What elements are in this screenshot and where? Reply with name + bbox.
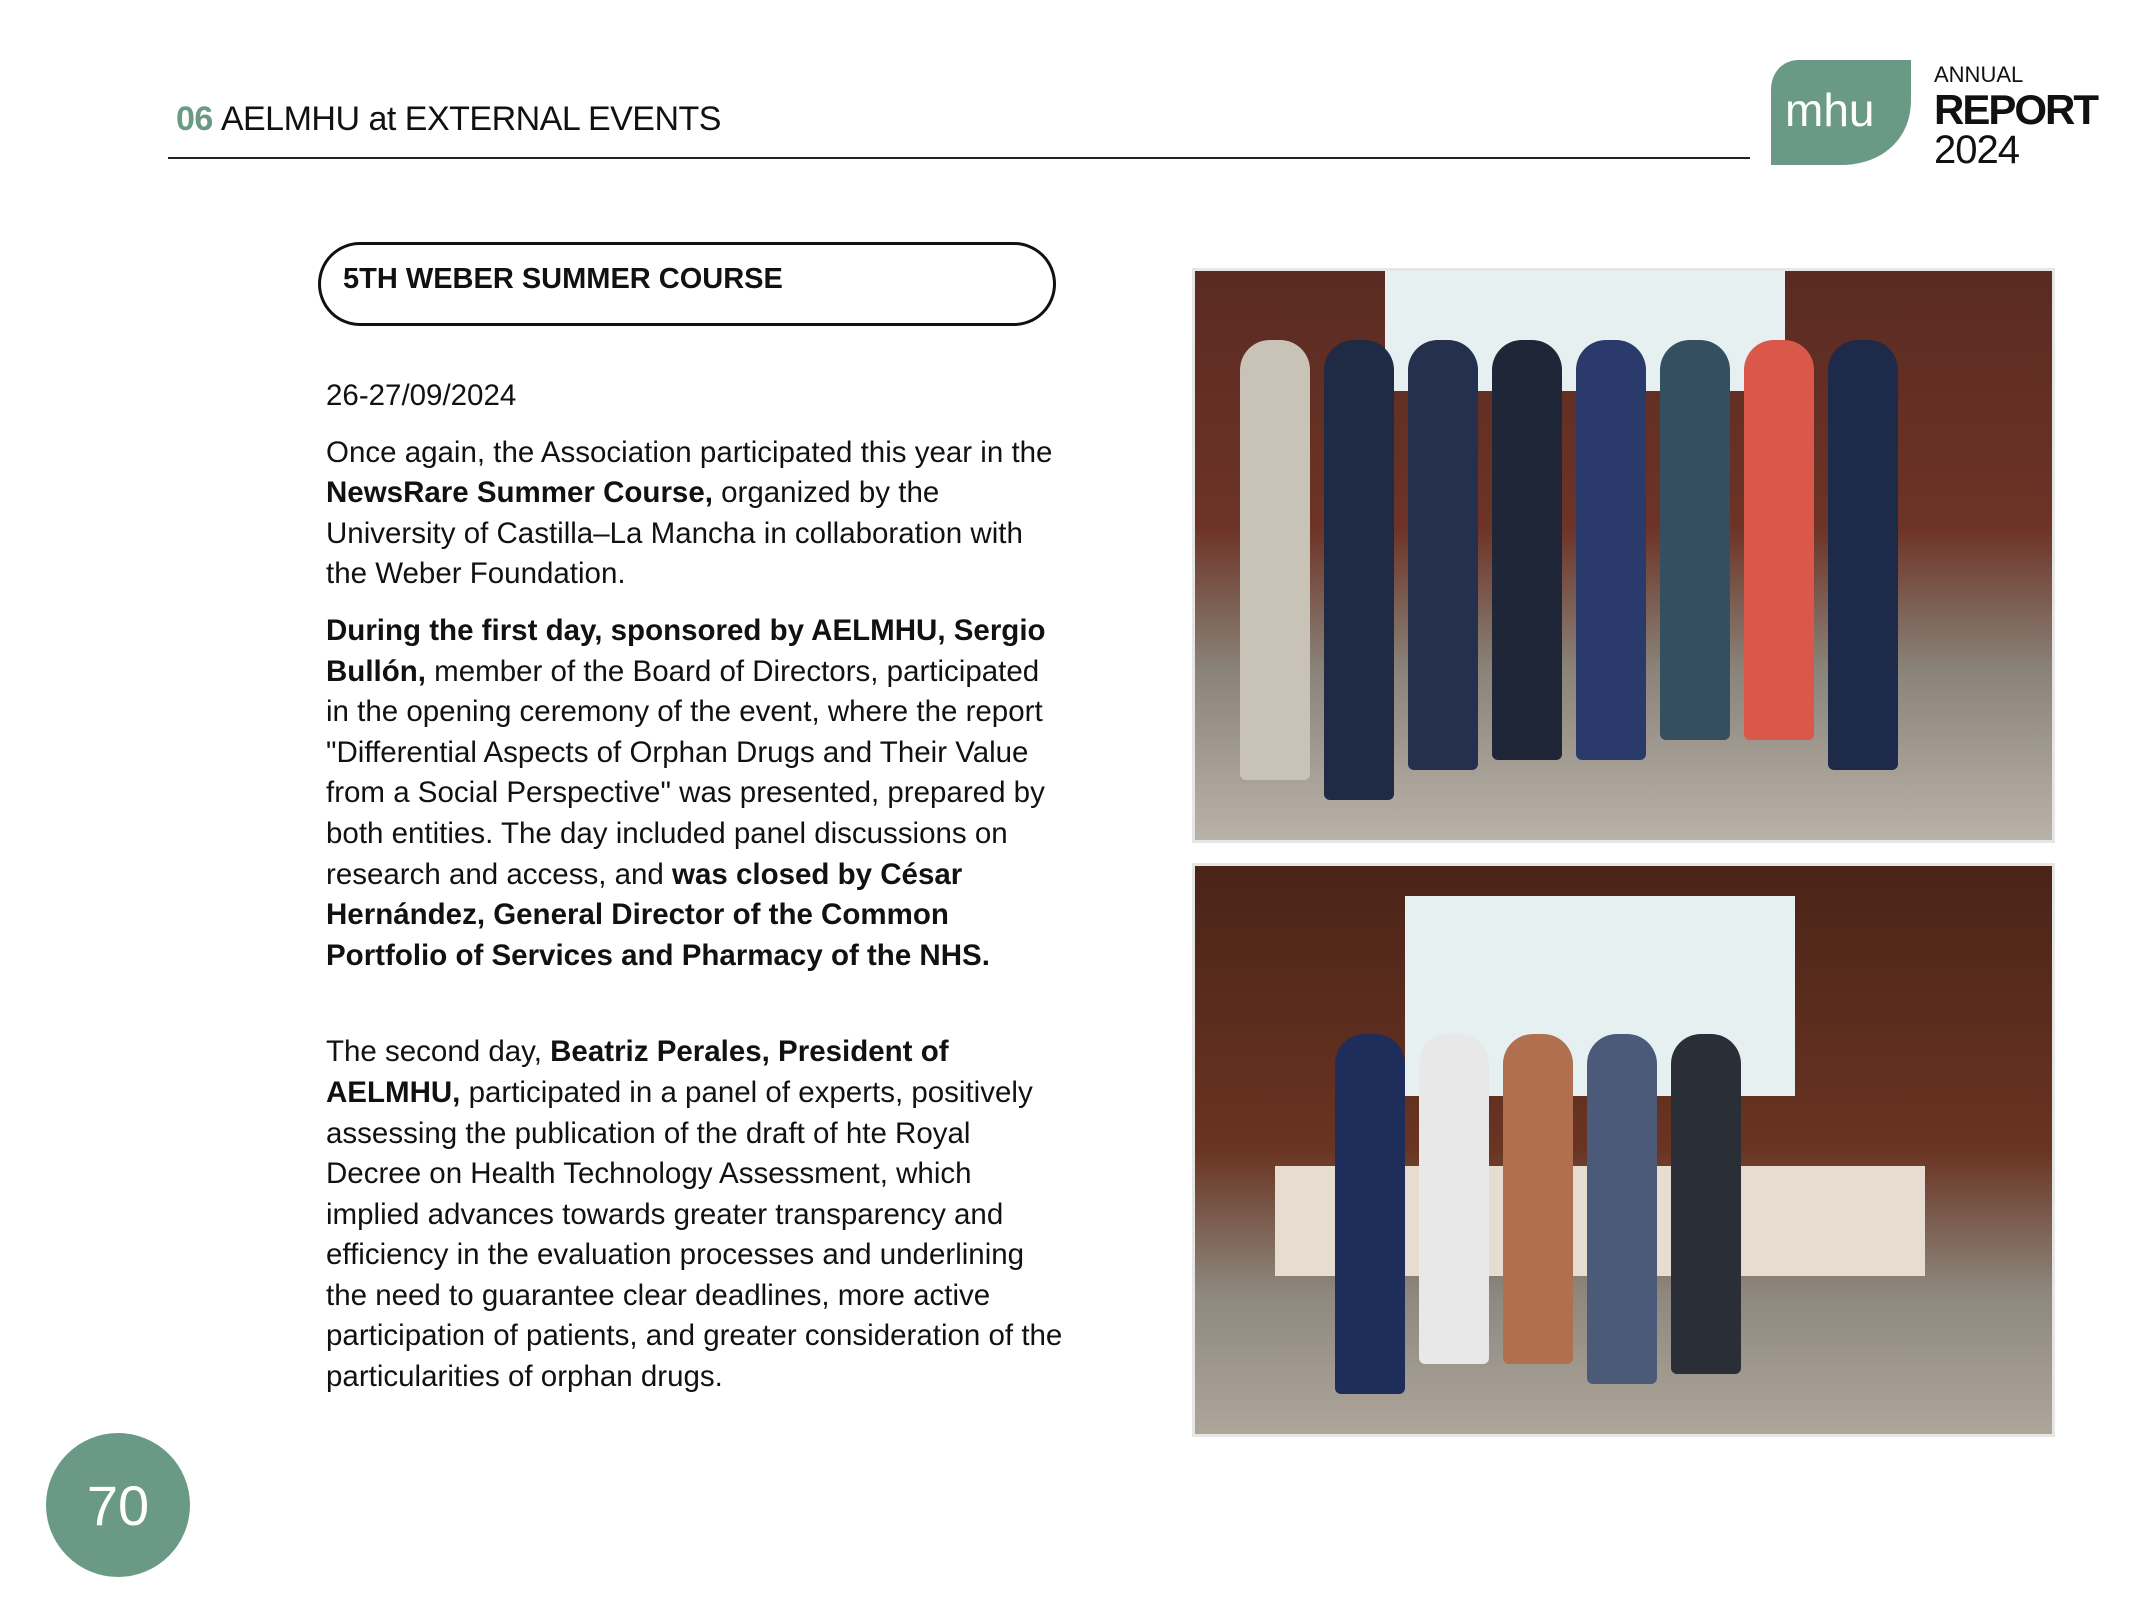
bold-text: Beatriz Perales, President of AELMHU, xyxy=(326,1035,949,1109)
svg-text:mhu: mhu xyxy=(1785,84,1875,136)
section-title-text: AELMHU at EXTERNAL EVENTS xyxy=(220,100,721,138)
article-body xyxy=(326,376,1066,1414)
aelmhu-logo xyxy=(1771,60,1911,165)
page-number: 70 xyxy=(46,1433,190,1577)
header-divider xyxy=(168,157,1750,159)
paragraph-1 xyxy=(326,433,1066,595)
text: participated in a panel of experts, positively assessing the publication of the draft of hte Royal Decree on Health Technology Assessment, which implied advances towards greater transparency and efficiency in the evaluation processes and underlining the need to guarantee clear deadlines, more active participation of patients, and greater consideration of the particularities of orphan drugs. xyxy=(326,1075,1063,1394)
event-photo-day-two xyxy=(1192,863,2055,1437)
bold-text: was closed by César Hernández, General Director of the Common Portfolio of Services and Pharmacy of the NHS. xyxy=(326,857,990,972)
paragraph-3 xyxy=(326,1032,1066,1397)
paragraph-2 xyxy=(326,611,1066,976)
article-title-box xyxy=(318,242,1056,326)
section-number: 06 xyxy=(176,100,213,138)
report-label: REPORT xyxy=(1934,86,2098,133)
annual-label: ANNUAL xyxy=(1934,62,2024,87)
article-title: 5TH WEBER SUMMER COURSE xyxy=(343,263,783,295)
section-title xyxy=(176,100,721,139)
text: Once again, the Association participated this year in the xyxy=(326,435,1053,469)
text: member of the Board of Directors, participated in the opening ceremony of the event, where the report "Differential Aspects of Orphan Drugs and Their Value from a Social Perspective" was presented, prepared by both entities. The day included panel discussions on research and access, and xyxy=(326,654,1045,891)
bold-text: NewsRare Summer Course, xyxy=(326,476,713,510)
bold-text: During the first day, sponsored by AELMHU, Sergio Bullón, xyxy=(326,613,1046,688)
text: organized by the University of Castilla–La Mancha in collaboration with the Weber Foundation. xyxy=(326,476,1023,591)
report-year: 2024 xyxy=(1934,128,2019,172)
article-date: 26-27/09/2024 xyxy=(326,379,517,412)
event-photo-day-one xyxy=(1192,268,2055,843)
text: The second day, xyxy=(326,1035,551,1069)
